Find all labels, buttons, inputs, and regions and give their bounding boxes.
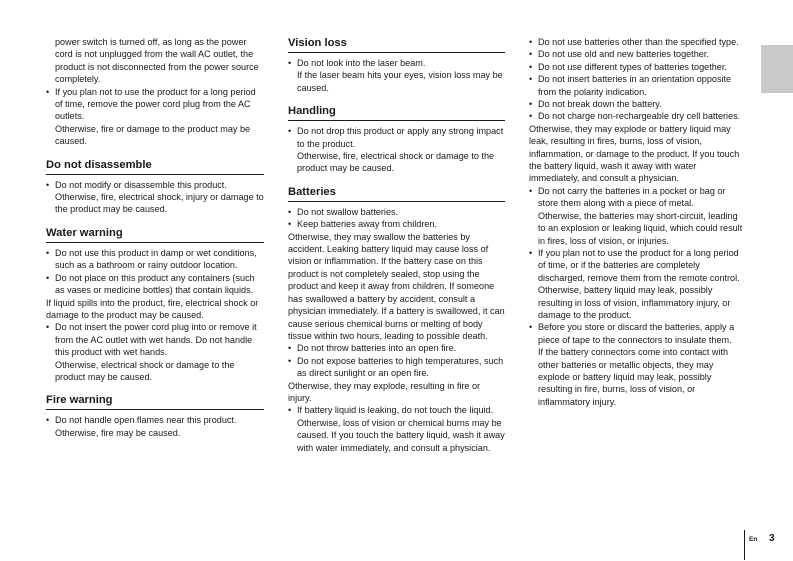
bullet-item: • If battery liquid is leaking, do not touch the liquid. — [288, 404, 505, 416]
bullet-continuation: If the laser beam hits your eyes, vision loss may be caused. — [297, 70, 503, 93]
bullet-item: • Do not insert batteries in an orientation opposite from the polarity indication. — [529, 73, 745, 98]
bullet-item: • Do not use different types of batteries together. — [529, 61, 745, 73]
bullet-item: • Do not use batteries other than the specified type. — [529, 36, 745, 48]
bullet-item: • Do not handle open flames near this product. — [46, 414, 264, 426]
bullet-continuation: Otherwise, loss of vision or chemical burns may be caused. If you touch the battery liquid, wash it away with water immediately, and consult a physician. — [297, 417, 505, 453]
bullet-continuation: Otherwise, fire or damage to the product may be caused. — [55, 123, 251, 147]
paragraph: Otherwise, they may explode, resulting in fire or injury. — [288, 380, 481, 403]
bullet-item: • If you plan not to use the product for a long period of time, or if the batteries are completely discharged, remove them from the remote control. — [529, 247, 745, 284]
bullet-continuation: Otherwise, the batteries may short-circuit, leading to an explosion or leaking liquid, which could result in fires, loss of vision, or injuries. — [538, 210, 743, 246]
section-title-do-not-disassemble: Do not disassemble — [46, 158, 264, 175]
bullet-continuation: If the battery connectors come into contact with other batteries or metallic objects, they may explode or battery liquid may leak, possibly resulting in fire, burns, loss of vision, or inflammatory injury. — [538, 347, 729, 407]
bullet-item: • If you plan not to use the product for a long period of time, remove the power cord plug from the AC outlets. — [46, 86, 264, 123]
bullet-continuation: Otherwise, electrical shock or damage to the product may be caused. — [55, 359, 235, 382]
section-title-water-warning: Water warning — [46, 226, 264, 243]
bullet-item: • Do not use old and new batteries together. — [529, 48, 745, 60]
section-title-handling: Handling — [288, 104, 505, 121]
side-tab-marker — [761, 45, 793, 93]
bullet-item: • Do not use this product in damp or wet conditions, such as a bathroom or rainy outdoor location. — [46, 247, 264, 272]
bullet-item: • Do not place on this product any containers (such as vases or medicine bottles) that contain liquids. — [46, 272, 264, 297]
section-title-vision-loss: Vision loss — [288, 36, 505, 53]
bullet-item: • Before you store or discard the batteries, apply a piece of tape to the connectors to insulate them. — [529, 321, 745, 346]
continued-paragraph: power switch is turned off, as long as the power cord is not unplugged from the wall AC outlet, the product is not disconnected from the power source completely. — [55, 37, 259, 85]
paragraph: Otherwise, they may explode or battery liquid may leak, resulting in fires, burns, loss of vision, inflammation, or damage to the product. If you touch the battery liquid, wash it away with water immediately, and consult a physician. — [529, 123, 740, 184]
bullet-item: • Do not insert the power cord plug into or remove it from the AC outlet with wet hands. Do not handle this product with wet hands. — [46, 321, 264, 358]
bullet-item: • Do not throw batteries into an open fire. — [288, 342, 505, 354]
section-title-batteries: Batteries — [288, 185, 505, 202]
column-middle — [288, 36, 505, 454]
bullet-item: • Do not swallow batteries. — [288, 206, 505, 218]
bullet-item: • Do not modify or disassemble this product. — [46, 179, 264, 191]
bullet-item: • Keep batteries away from children. — [288, 218, 505, 230]
bullet-continuation: Otherwise, battery liquid may leak, possibly resulting in loss of vision, inflammatory injury, or damage to the product. — [538, 285, 731, 320]
bullet-item: • Do not carry the batteries in a pocket or bag or store them along with a piece of metal. — [529, 185, 745, 210]
column-right — [529, 36, 745, 408]
paragraph: Otherwise, they may swallow the batteries by accident. Leaking battery liquid may cause loss of vision or inflammation. If the battery case on this product is not completely sealed, stop using the product and keep it away from children. If someone has swallowed a battery by accident, consult a physician immediately. If a battery is swallowed, it can cause serious chemical burns or melting of body tissue within two hours, leading to possible death. — [288, 231, 505, 341]
bullet-item: • Do not look into the laser beam. — [288, 57, 505, 69]
bullet-continuation: Otherwise, fire, electrical shock, injury or damage to the product may be caused. — [55, 192, 264, 215]
footer-divider — [744, 530, 745, 560]
page-number: 3 — [769, 533, 775, 544]
bullet-item: • Do not drop this product or apply any strong impact to the product. — [288, 125, 505, 150]
bullet-continuation: Otherwise, fire may be caused. — [55, 427, 181, 438]
bullet-continuation: Otherwise, fire, electrical shock or damage to the product may be caused. — [297, 151, 495, 174]
bullet-item: • Do not charge non-rechargeable dry cell batteries. — [529, 110, 745, 122]
footer-language-label: En — [749, 536, 758, 543]
paragraph: If liquid spills into the product, fire, electrical shock or damage to the product may be caused. — [46, 297, 259, 320]
bullet-item: • Do not expose batteries to high temperatures, such as direct sunlight or an open fire. — [288, 355, 505, 380]
column-left — [46, 36, 264, 439]
bullet-item: • Do not break down the battery. — [529, 98, 745, 110]
section-title-fire-warning: Fire warning — [46, 393, 264, 410]
